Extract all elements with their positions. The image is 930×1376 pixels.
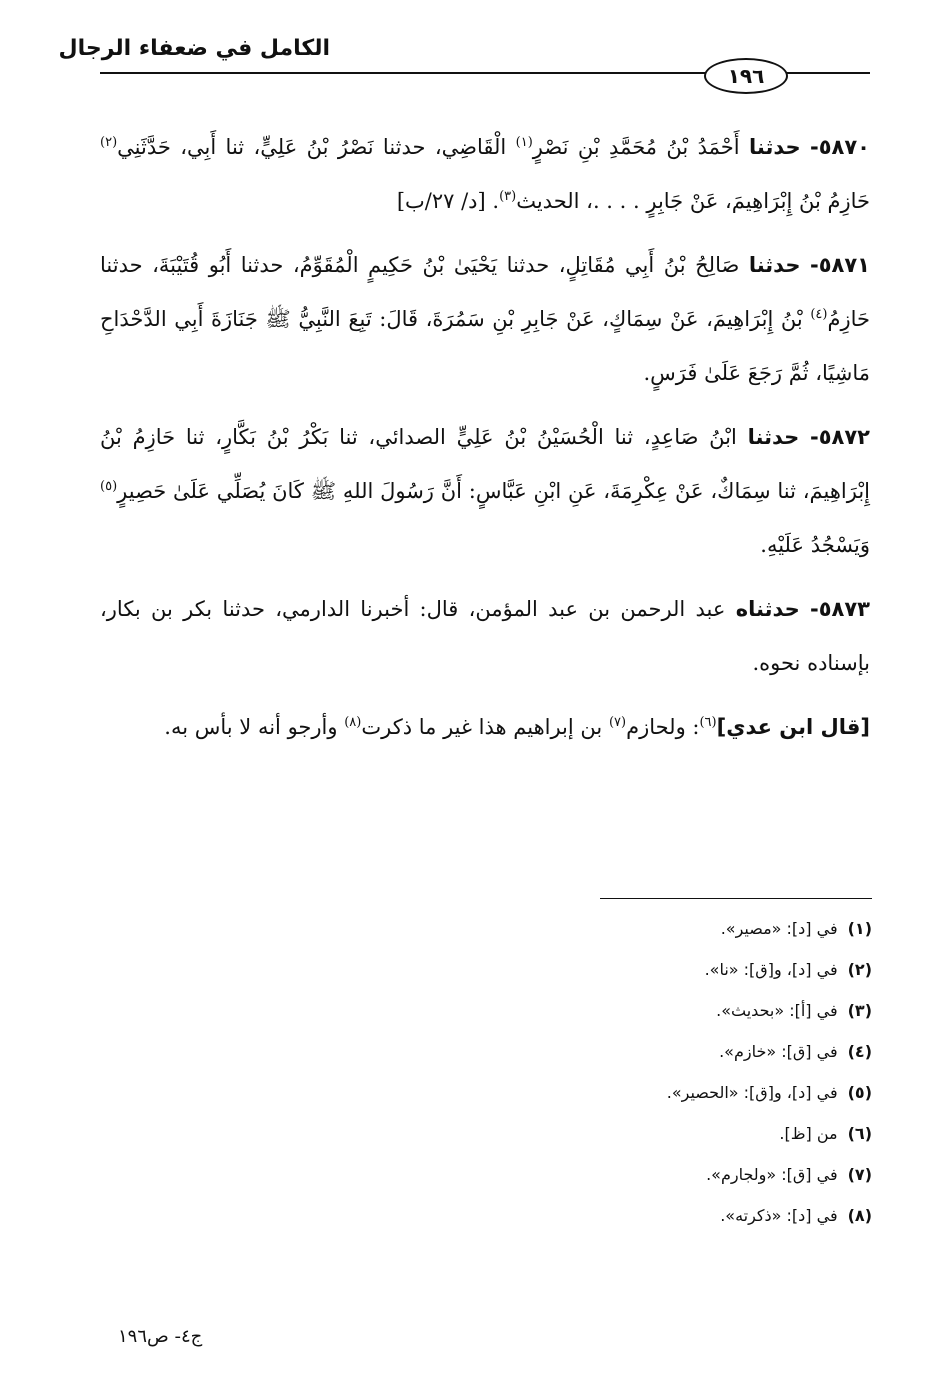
footnote-text: في [د]، و[ق]: «نا».: [704, 960, 838, 979]
footnote-number: (٧): [847, 1165, 872, 1184]
comment-text: : ولحازم: [626, 715, 700, 739]
hadith-number: ٥٨٧٣-: [810, 597, 871, 621]
footnote-number: (٣): [847, 1001, 872, 1020]
hadith-text: الْقَاضِي، حدثنا نَصْرُ بْنُ عَلِيٍّ، ثنا أَبِي، حَدَّثَنِي: [117, 135, 507, 159]
footnote-text: في [أ]: «بحديث».: [716, 1001, 838, 1020]
footnote-number: (١): [847, 919, 872, 938]
hadith-keyword: حدثنا: [748, 253, 801, 277]
footnote-item: [372, 1113, 872, 1154]
main-text: [100, 120, 870, 764]
hadith-text: وَيَسْجُدُ عَلَيْهِ.: [760, 533, 870, 557]
footnote-item: [372, 1031, 872, 1072]
footnote-ref[interactable]: (٤): [810, 307, 828, 322]
footnote-text: في [د]: «ذكرته».: [720, 1206, 838, 1225]
hadith-keyword: حدثنا: [747, 425, 800, 449]
comment-text: وأرجو أنه لا بأس به.: [164, 715, 338, 739]
hadith-5870: [100, 120, 870, 228]
footnote-ref[interactable]: (٥): [100, 479, 118, 494]
footnote-text: في [ق]: «خازم».: [719, 1042, 838, 1061]
page-number: ١٩٦: [727, 64, 765, 88]
footnote-rule: [600, 898, 872, 899]
footnote-item: [372, 990, 872, 1031]
hadith-text: صَالِحُ بْنُ أَبِي مُقَاتِلٍ، حدثنا يَحْيَىٰ بْنُ حَكِيمٍ الْمُقَوِّمُ، حدثنا أَبُو قُتَيْبَةَ، حدثنا حَازِمُ: [100, 253, 870, 331]
footnote-text: من [ظ].: [779, 1124, 838, 1143]
hadith-5872: [100, 410, 870, 572]
hadith-text: عبد الرحمن بن عبد المؤمن، قال: أخبرنا الدارمي، حدثنا بكر بن بكار، بإسناده نحوه.: [100, 597, 870, 675]
footnote-text: في [ق]: «ولجارم».: [706, 1165, 838, 1184]
page-number-badge: [704, 58, 788, 94]
footnote-item: [372, 949, 872, 990]
ibn-adi-comment: [100, 700, 870, 754]
footnote-number: (٨): [847, 1206, 872, 1225]
volume-page-reference: ج٤- ص١٩٦: [118, 1326, 203, 1347]
footnote-ref[interactable]: (٢): [100, 135, 118, 150]
hadith-text: أَحْمَدُ بْنُ مُحَمَّدِ بْنِ نَصْرٍ: [532, 135, 740, 159]
footnote-item: [372, 908, 872, 949]
footnote-ref[interactable]: (٨): [344, 715, 362, 730]
footnote-number: (٥): [847, 1083, 872, 1102]
footnote-ref[interactable]: (٣): [499, 189, 517, 204]
footnote-number: (٦): [847, 1124, 872, 1143]
footnote-item: [372, 1072, 872, 1113]
footnote-ref[interactable]: (٦): [699, 715, 717, 730]
footnote-ref[interactable]: (١): [515, 135, 533, 150]
running-header-title: الكامل في ضعفاء الرجال: [58, 36, 330, 61]
hadith-number: ٥٨٧٢-: [810, 425, 870, 449]
hadith-number: ٥٨٧١-: [809, 253, 870, 277]
footnote-number: (٢): [847, 960, 872, 979]
footnote-text: في [د]: «مصير».: [720, 919, 838, 938]
manuscript-ref: . [د/ ٢٧/ب]: [396, 189, 500, 213]
hadith-text: بْنُ إِبْرَاهِيمَ، عَنْ سِمَاكٍ، عَنْ جَابِرِ بْنِ سَمُرَةَ، قَالَ: تَبِعَ النَّبِيُّ ﷺ جَنَازَةَ أَبِي الدَّحْدَاحِ مَاشِيًا، ثُمَّ رَجَعَ عَلَىٰ فَرَسٍ.: [100, 307, 870, 385]
footnote-ref[interactable]: (٧): [608, 715, 627, 730]
hadith-5873: [100, 582, 870, 690]
comment-text: بن إبراهيم هذا غير ما ذكرت: [361, 715, 603, 739]
footnote-item: [372, 1195, 872, 1236]
footnote-text: في [د]، و[ق]: «الحصير».: [666, 1083, 838, 1102]
comment-heading: [قال ابن عدي]: [716, 715, 870, 739]
hadith-5871: [100, 238, 870, 400]
hadith-text: حَازِمُ بْنُ إِبْرَاهِيمَ، عَنْ جَابِرٍ . . . .، الحديث: [516, 189, 870, 213]
hadith-keyword: حدثنا: [748, 135, 801, 159]
hadith-text: ابْنُ صَاعِدٍ، ثنا الْحُسَيْنُ بْنُ عَلِيٍّ الصدائي، ثنا بَكْرُ بْنُ بَكَّارٍ، ثنا حَازِمُ بْنُ إِبْرَاهِيمَ، ثنا سِمَاكٌ، عَنْ عِكْرِمَةَ، عَنِ ابْنِ عَبَّاسٍ: أَنَّ رَسُولَ اللهِ ﷺ كَانَ يُصَلِّي عَلَىٰ حَصِيرٍ: [100, 425, 870, 503]
hadith-keyword: حدثناه: [735, 597, 800, 621]
footnotes: [372, 908, 872, 1236]
hadith-number: ٥٨٧٠-: [809, 135, 870, 159]
footnote-item: [372, 1154, 872, 1195]
footnote-number: (٤): [847, 1042, 872, 1061]
